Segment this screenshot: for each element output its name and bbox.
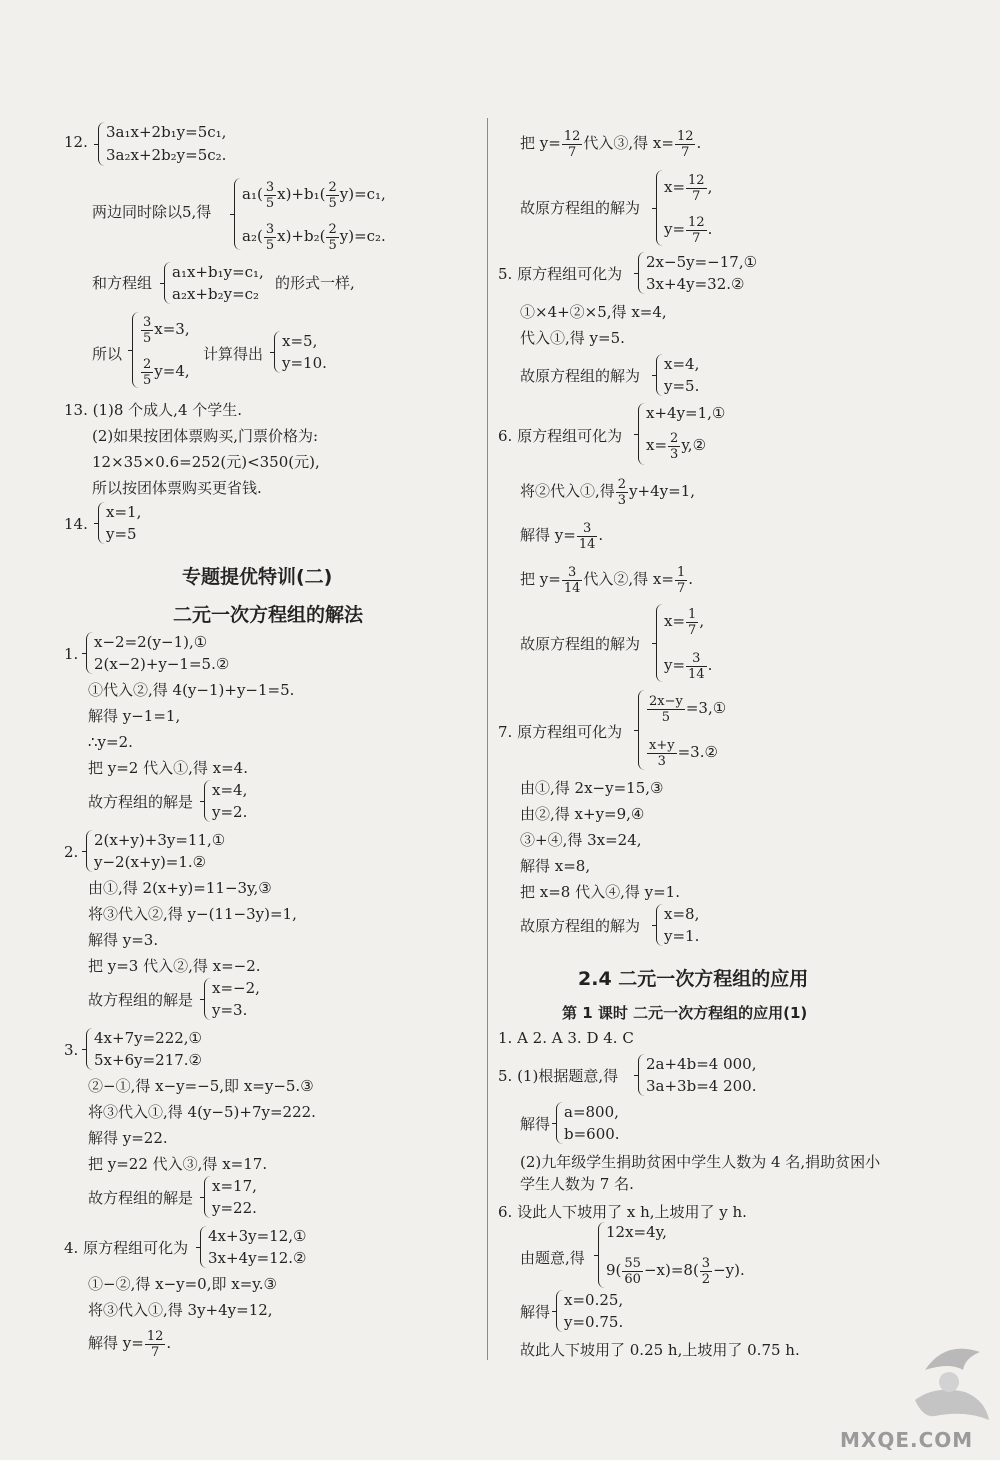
text-line: 两边同时除以5,得 <box>92 203 212 221</box>
text: x= <box>664 178 686 196</box>
text: y+4y=1, <box>629 482 696 500</box>
brace <box>274 331 281 373</box>
numerator: 2 <box>328 221 337 237</box>
eq-line: x=17, <box>212 1177 257 1195</box>
eq-line <box>646 428 706 462</box>
denominator: 7 <box>150 1344 160 1360</box>
eq-line: a₁x+b₁y=c₁, <box>172 263 264 281</box>
denominator: 14 <box>563 580 581 596</box>
section-title: 2.4 二元一次方程组的应用 <box>578 968 809 990</box>
eq-line <box>664 648 712 682</box>
text-line: 解得 y=22. <box>88 1129 168 1147</box>
text-line: (2)九年级学生捐助贫困中学生人数为 4 名,捐助贫困小 <box>520 1153 881 1171</box>
numerator: 2 <box>328 179 337 195</box>
numerator: 3 <box>265 221 275 237</box>
p3-number: 3. <box>64 1041 79 1059</box>
q5-number: 5. (1)根据题意,得 <box>498 1067 619 1085</box>
text-line: ①−②,得 x−y=0,即 x=y.③ <box>88 1275 277 1293</box>
text: −y). <box>713 1261 745 1279</box>
text: 代入②,得 x= <box>583 570 674 588</box>
column-divider <box>487 118 488 1360</box>
text: y= <box>664 656 686 674</box>
text: 将②代入①,得 <box>520 482 615 500</box>
text-line: (2)如果按团体票购买,门票价格为: <box>92 427 319 445</box>
text-line: 故方程组的解是 <box>88 991 194 1009</box>
fraction <box>577 521 598 552</box>
eq-line: y=0.75. <box>564 1313 624 1331</box>
denominator: 5 <box>328 195 337 211</box>
denominator: 5 <box>265 195 275 211</box>
denominator: 5 <box>661 709 671 725</box>
numerator: 2 <box>143 356 152 372</box>
text-line: 1. A 2. A 3. D 4. C <box>498 1029 634 1047</box>
text: 代入③,得 x= <box>583 134 674 152</box>
numerator: 12 <box>676 128 694 144</box>
text: . <box>598 526 604 544</box>
text-line: 由①,得 2(x+y)=11−3y,③ <box>88 879 272 897</box>
text-line: 解得 <box>520 1115 551 1133</box>
coef: )=c₁, <box>348 185 386 203</box>
fraction <box>562 565 583 596</box>
denominator: 7 <box>688 622 697 638</box>
coef: a₁( <box>242 185 263 203</box>
brace <box>86 830 93 872</box>
text-line: 故原方程组的解为 <box>520 199 641 217</box>
denominator: 5 <box>143 372 152 388</box>
numerator: 1 <box>676 564 686 580</box>
text-line: 把 x=8 代入④,得 y=1. <box>520 883 680 901</box>
eq-line: y=5. <box>664 377 700 395</box>
text: 9( <box>606 1261 622 1279</box>
eq-line: 3x+4y=12.② <box>208 1249 307 1267</box>
eq-line <box>664 170 712 204</box>
denominator: 5 <box>328 237 337 253</box>
fraction <box>647 694 685 725</box>
brace <box>200 1226 207 1268</box>
numerator: 55 <box>624 1255 641 1271</box>
q14-number: 14. <box>64 515 88 533</box>
text-line: 12×35×0.6=252(元)<350(元), <box>92 453 320 471</box>
eq-line: a₂x+b₂y=c₂ <box>172 285 260 303</box>
numerator: 3 <box>701 1255 711 1271</box>
text: x= <box>664 612 686 630</box>
eq-line <box>242 220 386 253</box>
text: y= <box>664 220 686 238</box>
text-line: 解得 y=3. <box>88 931 159 949</box>
numerator: 3 <box>143 314 152 330</box>
brace <box>638 252 645 294</box>
numerator: 2x−y <box>649 693 683 709</box>
denominator: 7 <box>676 580 686 596</box>
fraction <box>326 180 338 211</box>
eq-line <box>140 354 190 388</box>
eq-line: 4x+3y=12,① <box>208 1227 307 1245</box>
text-line: 代入①,得 y=5. <box>520 329 625 347</box>
text-line: 故原方程组的解为 <box>520 917 641 935</box>
var: x <box>277 185 286 203</box>
numerator: 3 <box>562 565 583 581</box>
eq-line: 3a+3b=4 200. <box>646 1077 757 1095</box>
text: 把 y= <box>520 134 561 152</box>
fraction <box>264 222 276 253</box>
numerator: 3 <box>265 179 275 195</box>
text: . <box>696 134 702 152</box>
fraction <box>264 180 276 211</box>
eq-line: x=1, <box>106 503 142 521</box>
numerator: 3 <box>686 651 707 667</box>
brace <box>656 604 663 682</box>
eq-line: y=2. <box>212 803 248 821</box>
eq-line: 3x+4y=32.② <box>646 275 745 293</box>
p7-number: 7. 原方程组可化为 <box>498 723 623 741</box>
text-line: 所以 <box>92 345 123 363</box>
brace <box>656 170 663 246</box>
text-line: 解得 <box>520 1303 551 1321</box>
eq-line: 2(x+y)+3y=11,① <box>94 831 226 849</box>
text: . <box>688 570 693 588</box>
text: x= <box>646 436 668 454</box>
eq-line: x=0.25, <box>564 1291 624 1309</box>
text-line: 6. 设此人下坡用了 x h,上坡用了 y h. <box>498 1203 747 1221</box>
text-line: 把 y=3 代入②,得 x=−2. <box>88 957 261 975</box>
eq-line: b=600. <box>564 1125 620 1143</box>
numerator: 12 <box>688 172 705 188</box>
eq-line: x=4, <box>212 781 248 799</box>
numerator: x+y <box>649 737 675 753</box>
var: y <box>339 185 349 203</box>
eq-line: y=10. <box>282 354 327 372</box>
numerator: 3 <box>577 521 598 537</box>
eq-line: 3a₁x+2b₁y=5c₁, <box>106 123 227 141</box>
brace <box>656 904 663 946</box>
eq-line: 2x−5y=−17,① <box>646 253 758 271</box>
fraction <box>675 129 696 160</box>
text: , <box>699 612 705 630</box>
eq-line: x−2=2(y−1),① <box>94 633 208 651</box>
text: . <box>707 656 713 674</box>
text: 解得 y= <box>520 526 576 544</box>
denominator: 3 <box>617 492 627 508</box>
denominator: 14 <box>578 536 596 552</box>
eq-line <box>606 1252 745 1288</box>
text: =3.② <box>677 743 718 761</box>
text-line <box>520 474 695 508</box>
denominator: 3 <box>657 753 666 769</box>
numerator: 12 <box>688 214 705 230</box>
brace <box>132 312 139 388</box>
p5-number: 5. 原方程组可化为 <box>498 265 623 283</box>
eq-line <box>140 312 190 346</box>
brace <box>86 1028 93 1070</box>
p4-number: 4. 原方程组可化为 <box>64 1239 189 1257</box>
denominator: 3 <box>670 446 679 462</box>
eq-line: y=22. <box>212 1199 257 1217</box>
brace <box>656 354 663 396</box>
brace <box>204 978 211 1020</box>
brace <box>638 403 645 465</box>
text-line: 解得 x=8, <box>520 857 591 875</box>
brace <box>556 1290 563 1332</box>
text-line: 由①,得 2x−y=15,③ <box>520 779 664 797</box>
text: y,② <box>681 436 707 454</box>
brace <box>164 262 171 304</box>
text-line: ③+④,得 3x=24, <box>520 831 642 849</box>
eq-line <box>664 212 712 246</box>
text-line: 将③代入②,得 y−(11−3y)=1, <box>88 905 297 923</box>
brace <box>638 690 645 770</box>
var: x <box>277 227 286 245</box>
brace <box>86 632 93 674</box>
eq-line: x=5, <box>282 332 318 350</box>
coef: a₂( <box>242 227 263 245</box>
brace <box>204 1176 211 1218</box>
brace <box>204 780 211 822</box>
eq-line: 2(x−2)+y−1=5.② <box>94 655 230 673</box>
text: −x)=8( <box>643 1261 699 1279</box>
text-line <box>520 562 693 596</box>
coef: )+b₂( <box>285 227 326 245</box>
text-line: 解得 y−1=1, <box>88 707 181 725</box>
fraction <box>686 173 707 204</box>
p1-number: 1. <box>64 645 79 663</box>
coef: )+b₁( <box>285 185 326 203</box>
denominator: 7 <box>692 188 701 204</box>
denominator: 7 <box>567 144 577 160</box>
denominator: 5 <box>265 237 275 253</box>
numerator: 12 <box>146 1328 164 1344</box>
text-line <box>520 126 701 160</box>
section-title: 专题提优特训(二) <box>182 566 333 588</box>
brace <box>556 1102 563 1144</box>
text-line: 的形式一样, <box>275 274 355 292</box>
section-subtitle: 二元一次方程组的解法 <box>173 604 364 626</box>
brace <box>98 502 105 544</box>
section-subtitle: 第 1 课时 二元一次方程组的应用(1) <box>562 1004 808 1022</box>
denominator: 7 <box>692 230 701 246</box>
eq-line: 4x+7y=222,① <box>94 1029 203 1047</box>
numerator: 12 <box>563 128 581 144</box>
brace <box>638 1054 645 1096</box>
text-line: 学生人数为 7 名. <box>520 1175 634 1193</box>
denominator: 2 <box>701 1271 711 1287</box>
fraction <box>622 1256 643 1287</box>
text-line: 故方程组的解是 <box>88 793 194 811</box>
eq-line: y=1. <box>664 927 700 945</box>
text-line: 解得 y= $\frac{12}{7}$ . <box>88 1328 172 1360</box>
fraction <box>141 315 153 346</box>
numerator: 2 <box>617 476 627 492</box>
eq-line: x=8, <box>664 905 700 923</box>
text-line: 把 y=22 代入③,得 x=17. <box>88 1155 268 1173</box>
fraction <box>668 431 680 462</box>
denominator: 14 <box>688 666 705 682</box>
eq-line: a=800, <box>564 1103 619 1121</box>
eq-line: x+4y=1,① <box>646 404 726 422</box>
text-line: ①代入②,得 4(y−1)+y−1=5. <box>88 681 295 699</box>
p6-number: 6. 原方程组可化为 <box>498 427 623 445</box>
coef: )=c₂. <box>348 227 386 245</box>
text-line: 故此人下坡用了 0.25 h,上坡用了 0.75 h. <box>520 1341 800 1359</box>
eq-line: x=−2, <box>212 979 260 997</box>
fraction <box>145 1329 166 1360</box>
eq-line: 3a₂x+2b₂y=5c₂. <box>106 146 227 164</box>
text-line: 故原方程组的解为 <box>520 367 641 385</box>
fraction <box>700 1256 712 1287</box>
eq-line: y=5 <box>106 525 137 543</box>
watermark-text: MXQE.COM <box>840 1428 974 1452</box>
eq-line: 2a+4b=4 000, <box>646 1055 757 1073</box>
eq-line <box>664 604 704 638</box>
text: 解得 y= <box>88 1334 144 1352</box>
eq-line: 12x=4y, <box>606 1223 667 1241</box>
denominator: 5 <box>143 330 152 346</box>
q12-number: 12. <box>64 133 88 151</box>
text-line <box>520 518 603 552</box>
fraction <box>686 607 698 638</box>
text-line: ∴y=2. <box>88 733 133 751</box>
text: 把 y= <box>520 570 561 588</box>
eq-line <box>646 734 718 770</box>
text-line: 故方程组的解是 <box>88 1189 194 1207</box>
text: , <box>707 178 713 196</box>
text-line: 由题意,得 <box>520 1249 585 1267</box>
eq-line: 5x+6y=217.② <box>94 1051 203 1069</box>
text: =3,① <box>685 699 727 717</box>
text-line: 计算得出 <box>203 345 264 363</box>
brace <box>234 178 241 250</box>
eq-text: x=3, <box>154 320 190 338</box>
numerator: 1 <box>688 606 697 622</box>
var: y <box>339 227 349 245</box>
fraction <box>686 215 707 246</box>
eq-line: x=4, <box>664 355 700 373</box>
fraction <box>141 357 153 388</box>
denominator: 7 <box>681 144 690 160</box>
fraction <box>562 129 583 160</box>
eq-line <box>646 690 726 726</box>
fraction <box>616 477 628 508</box>
eq-line: y=3. <box>212 1001 248 1019</box>
text: . <box>707 220 713 238</box>
numerator: 2 <box>670 430 679 446</box>
text-line: 把 y=2 代入①,得 x=4. <box>88 759 248 777</box>
text-line: ①×4+②×5,得 x=4, <box>520 303 667 321</box>
brace <box>98 122 105 166</box>
eq-line: y−2(x+y)=1.② <box>94 853 207 871</box>
text-line: 所以按团体票购买更省钱. <box>92 479 262 497</box>
text-line: 故原方程组的解为 <box>520 635 641 653</box>
brace <box>598 1222 605 1288</box>
text-line: ②−①,得 x−y=−5,即 x=y−5.③ <box>88 1077 314 1095</box>
p2-number: 2. <box>64 843 79 861</box>
text-line: 13. (1)8 个成人,4 个学生. <box>64 401 243 419</box>
denominator: 60 <box>624 1271 641 1287</box>
fraction <box>326 222 338 253</box>
text-line: 由②,得 x+y=9,④ <box>520 805 645 823</box>
text-line: 将③代入①,得 3y+4y=12, <box>88 1301 273 1319</box>
text-line: 将③代入①,得 4(y−5)+7y=222. <box>88 1103 316 1121</box>
fraction <box>686 651 707 682</box>
eq-line <box>242 178 386 211</box>
fraction <box>647 738 677 769</box>
eq-text: y=4, <box>154 362 190 380</box>
fraction <box>675 565 687 596</box>
text-line: 和方程组 <box>92 274 153 292</box>
